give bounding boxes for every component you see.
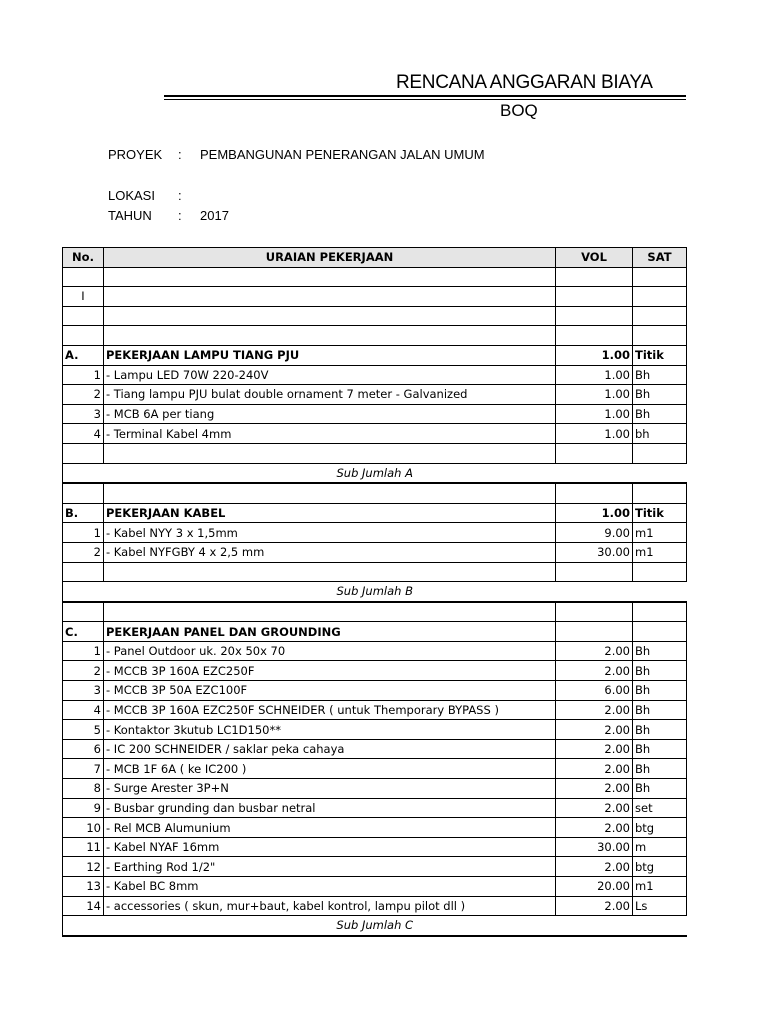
item-vol: 1.00: [556, 385, 633, 405]
table-row: [63, 720, 687, 740]
table-row: [63, 385, 687, 405]
item-desc: - Surge Arester 3P+N: [104, 779, 556, 799]
item-vol: 2.00: [556, 759, 633, 779]
subtotal-b-row: [63, 582, 687, 602]
item-desc: - MCCB 3P 160A EZC250F SCHNEIDER ( untuk Themporary BYPASS ): [104, 700, 556, 720]
tahun-value: 2017: [200, 208, 229, 223]
lokasi-colon: :: [178, 188, 182, 203]
section-code: C.: [63, 622, 104, 642]
item-no: 8: [63, 779, 104, 799]
item-sat: Bh: [633, 681, 687, 701]
table-row: [63, 798, 687, 818]
blank-row: [63, 602, 687, 622]
proyek-label: PROYEK: [108, 147, 163, 162]
table-row: [63, 877, 687, 897]
blank-row: [63, 267, 687, 287]
item-vol: 2.00: [556, 739, 633, 759]
subtotal-label: Sub Jumlah C: [63, 916, 687, 936]
item-no: 10: [63, 818, 104, 838]
item-vol: 30.00: [556, 542, 633, 562]
section-a-row: [63, 345, 687, 365]
item-sat: Ls: [633, 896, 687, 916]
item-vol: 2.00: [556, 641, 633, 661]
section-code: B.: [63, 503, 104, 523]
blank-row: [63, 562, 687, 582]
item-no: 14: [63, 896, 104, 916]
header-sat: SAT: [633, 248, 687, 268]
subtotal-c-row: [63, 916, 687, 936]
item-no: 7: [63, 759, 104, 779]
table-row: [63, 896, 687, 916]
item-no: 13: [63, 877, 104, 897]
section-sat: Titik: [633, 345, 687, 365]
item-desc: - MCCB 3P 50A EZC100F: [104, 681, 556, 701]
item-vol: 2.00: [556, 896, 633, 916]
item-sat: m1: [633, 542, 687, 562]
item-no: 1: [63, 523, 104, 543]
table-row: [63, 365, 687, 385]
item-desc: - Kabel NYAF 16mm: [104, 837, 556, 857]
item-no: 3: [63, 681, 104, 701]
item-desc: - Panel Outdoor uk. 20x 50x 70: [104, 641, 556, 661]
item-desc: - Tiang lampu PJU bulat double ornament 7 meter - Galvanized: [104, 385, 556, 405]
lokasi-label: LOKASI: [108, 188, 155, 203]
item-no: 4: [63, 424, 104, 444]
blank-row: [63, 326, 687, 346]
tahun-colon: :: [178, 208, 182, 223]
item-desc: - Kontaktor 3kutub LC1D150**: [104, 720, 556, 740]
subtotal-a-row: [63, 463, 687, 483]
header-vol: VOL: [556, 248, 633, 268]
item-sat: btg: [633, 818, 687, 838]
item-vol: 1.00: [556, 365, 633, 385]
proyek-colon: :: [178, 147, 182, 162]
item-vol: 9.00: [556, 523, 633, 543]
item-no: 11: [63, 837, 104, 857]
section-vol: 1.00: [556, 345, 633, 365]
item-vol: 6.00: [556, 681, 633, 701]
table-row: [63, 681, 687, 701]
item-vol: 2.00: [556, 779, 633, 799]
subtotal-label: Sub Jumlah A: [63, 463, 687, 483]
item-no: 5: [63, 720, 104, 740]
item-desc: - Terminal Kabel 4mm: [104, 424, 556, 444]
item-desc: - Rel MCB Alumunium: [104, 818, 556, 838]
blank-row: [63, 306, 687, 326]
item-sat: Bh: [633, 759, 687, 779]
table-row: [63, 739, 687, 759]
blank-row: [63, 483, 687, 503]
item-sat: m1: [633, 523, 687, 543]
roman-numeral: I: [63, 287, 104, 307]
item-no: 1: [63, 365, 104, 385]
item-vol: 2.00: [556, 720, 633, 740]
item-vol: 2.00: [556, 818, 633, 838]
table-row: [63, 857, 687, 877]
item-no: 3: [63, 404, 104, 424]
item-no: 9: [63, 798, 104, 818]
blank-row: [63, 443, 687, 463]
item-desc: - Kabel NYFGBY 4 x 2,5 mm: [104, 542, 556, 562]
proyek-value: PEMBANGUNAN PENERANGAN JALAN UMUM: [200, 147, 485, 162]
section-vol: 1.00: [556, 503, 633, 523]
item-no: 2: [63, 542, 104, 562]
section-c-row: [63, 622, 687, 642]
item-sat: set: [633, 798, 687, 818]
item-desc: - MCCB 3P 160A EZC250F: [104, 661, 556, 681]
item-vol: 2.00: [556, 798, 633, 818]
section-title: PEKERJAAN PANEL DAN GROUNDING: [104, 622, 556, 642]
item-sat: Bh: [633, 661, 687, 681]
item-no: 12: [63, 857, 104, 877]
title-underline: [164, 95, 686, 97]
table-row: [63, 779, 687, 799]
section-sat: [633, 622, 687, 642]
item-desc: - MCB 6A per tiang: [104, 404, 556, 424]
section-code: A.: [63, 345, 104, 365]
item-sat: Bh: [633, 720, 687, 740]
item-sat: bh: [633, 424, 687, 444]
table-row: [63, 641, 687, 661]
section-sat: Titik: [633, 503, 687, 523]
item-sat: Bh: [633, 779, 687, 799]
item-sat: Bh: [633, 641, 687, 661]
item-no: 2: [63, 385, 104, 405]
header-uraian: URAIAN PEKERJAAN: [104, 248, 556, 268]
item-desc: - MCB 1F 6A ( ke IC200 ): [104, 759, 556, 779]
item-no: 4: [63, 700, 104, 720]
section-b-row: [63, 503, 687, 523]
section-title: PEKERJAAN KABEL: [104, 503, 556, 523]
tahun-label: TAHUN: [108, 208, 152, 223]
subtotal-label: Sub Jumlah B: [63, 582, 687, 602]
item-vol: 2.00: [556, 700, 633, 720]
item-no: 1: [63, 641, 104, 661]
item-vol: 30.00: [556, 837, 633, 857]
item-desc: - Busbar grunding dan busbar netral: [104, 798, 556, 818]
section-vol: [556, 622, 633, 642]
item-no: 6: [63, 739, 104, 759]
table-row: [63, 542, 687, 562]
table-row: [63, 404, 687, 424]
item-sat: Bh: [633, 385, 687, 405]
item-vol: 2.00: [556, 661, 633, 681]
roman-section-row: [63, 287, 687, 307]
item-desc: - IC 200 SCHNEIDER / saklar peka cahaya: [104, 739, 556, 759]
table-header-row: [63, 248, 687, 268]
header-no: No.: [63, 248, 104, 268]
item-sat: Bh: [633, 404, 687, 424]
item-sat: Bh: [633, 365, 687, 385]
title-underline-thin: [164, 99, 686, 100]
table-row: [63, 837, 687, 857]
table-row: [63, 818, 687, 838]
item-no: 2: [63, 661, 104, 681]
item-desc: - accessories ( skun, mur+baut, kabel kontrol, lampu pilot dll ): [104, 896, 556, 916]
item-sat: Bh: [633, 739, 687, 759]
item-sat: m: [633, 837, 687, 857]
item-vol: 1.00: [556, 424, 633, 444]
item-vol: 1.00: [556, 404, 633, 424]
boq-table: [62, 247, 687, 937]
item-desc: - Kabel BC 8mm: [104, 877, 556, 897]
table-row: [63, 523, 687, 543]
item-vol: 20.00: [556, 877, 633, 897]
table-row: [63, 424, 687, 444]
item-desc: - Lampu LED 70W 220-240V: [104, 365, 556, 385]
section-title: PEKERJAAN LAMPU TIANG PJU: [104, 345, 556, 365]
table-row: [63, 759, 687, 779]
document-title: RENCANA ANGGARAN BIAYA: [396, 72, 653, 93]
table-row: [63, 700, 687, 720]
table-row: [63, 661, 687, 681]
item-sat: btg: [633, 857, 687, 877]
item-sat: Bh: [633, 700, 687, 720]
item-desc: - Earthing Rod 1/2": [104, 857, 556, 877]
document-subtitle: BOQ: [500, 101, 538, 120]
item-desc: - Kabel NYY 3 x 1,5mm: [104, 523, 556, 543]
item-sat: m1: [633, 877, 687, 897]
item-vol: 2.00: [556, 857, 633, 877]
